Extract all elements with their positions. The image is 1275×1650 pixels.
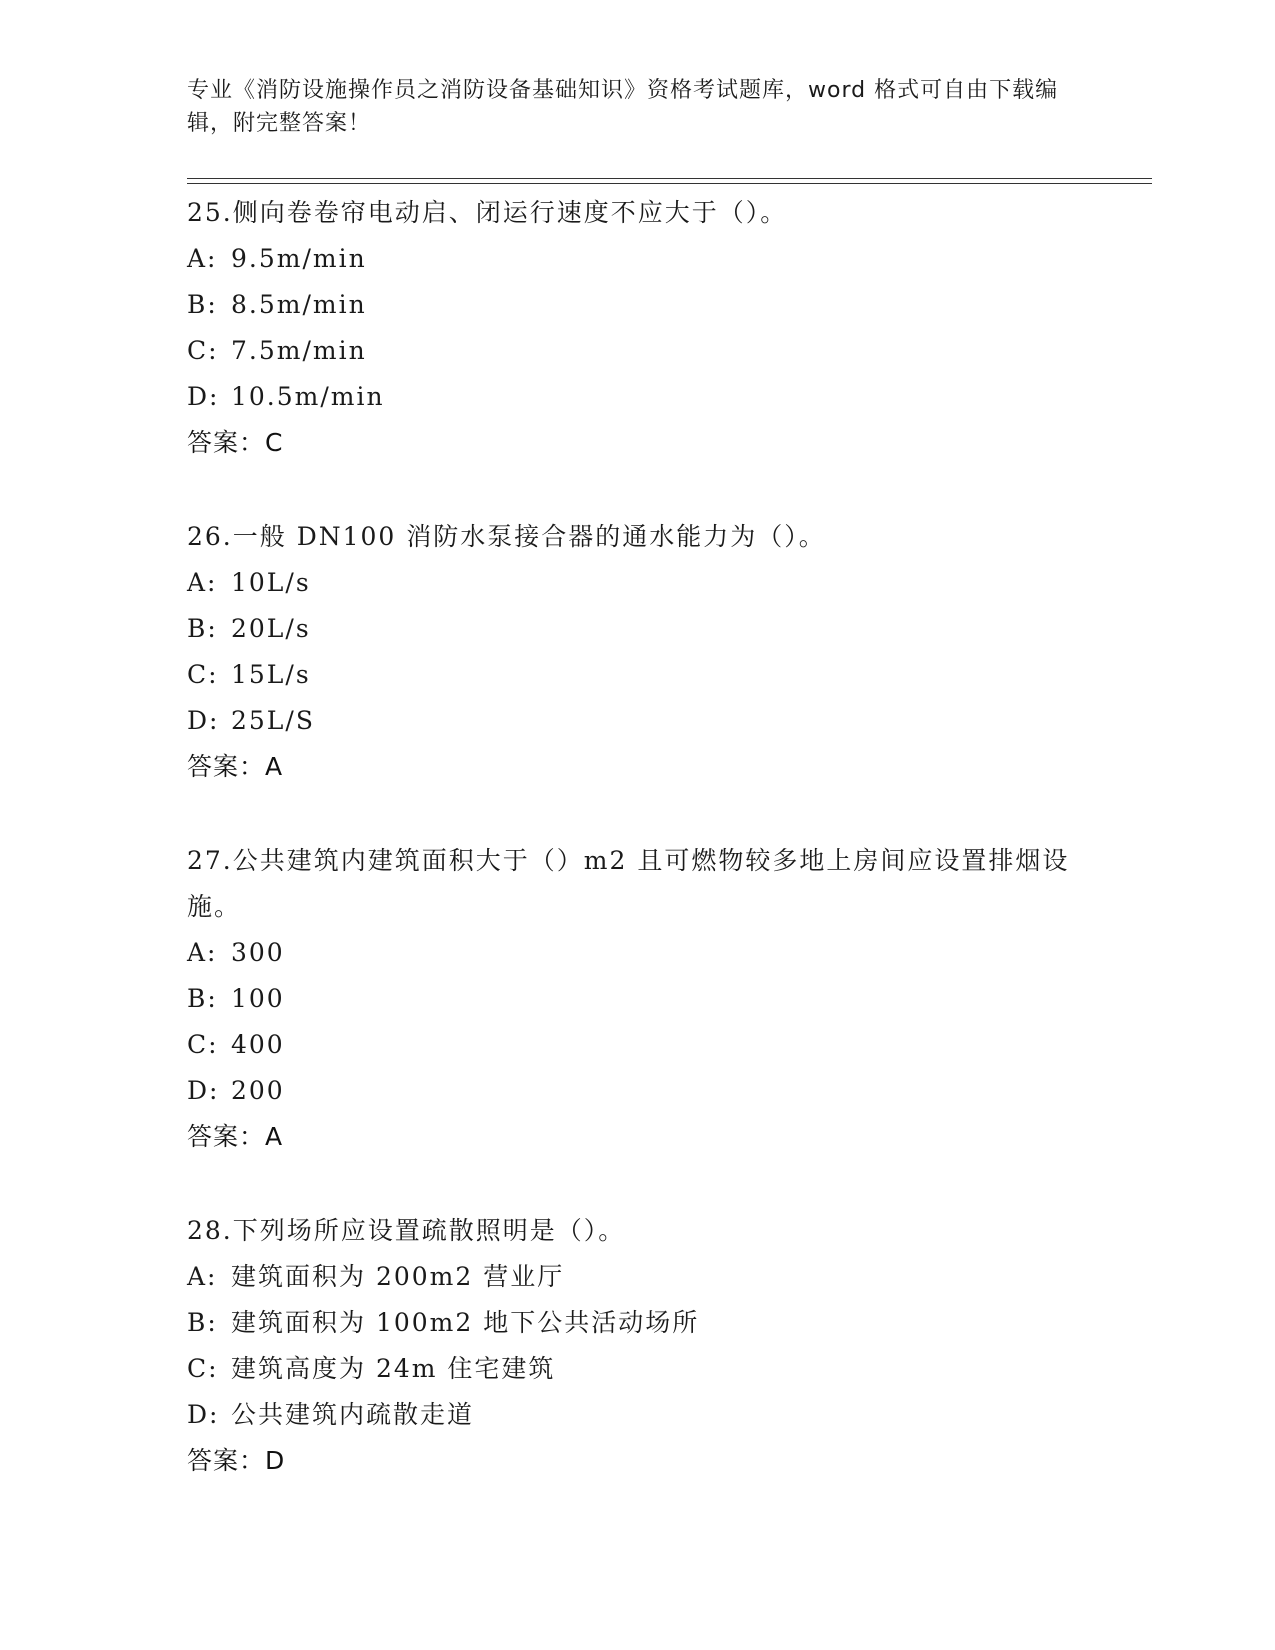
option-letter: C: xyxy=(187,1354,219,1383)
option-text: 15L/s xyxy=(231,660,311,689)
option-text: 8.5m/min xyxy=(231,290,367,319)
option-letter: B: xyxy=(187,984,218,1013)
option-d xyxy=(187,1392,1087,1438)
option-b xyxy=(187,1300,1087,1346)
option-letter: B: xyxy=(187,290,218,319)
option-text: 7.5m/min xyxy=(231,336,367,365)
question-item xyxy=(187,190,1087,466)
option-text: 10.5m/min xyxy=(231,382,385,411)
option-a xyxy=(187,930,1087,976)
option-d xyxy=(187,1068,1087,1114)
question-item xyxy=(187,1208,1087,1484)
option-letter: D: xyxy=(187,1400,220,1429)
option-letter: A: xyxy=(187,244,218,273)
option-text: 建筑面积为 100m2 地下公共活动场所 xyxy=(231,1308,700,1337)
option-letter: B: xyxy=(187,614,218,643)
question-list xyxy=(187,190,1087,1532)
option-text: 400 xyxy=(231,1030,285,1059)
header-divider-bottom xyxy=(187,183,1152,184)
option-letter: D: xyxy=(187,1076,220,1105)
option-text: 公共建筑内疏散走道 xyxy=(231,1400,475,1429)
question-stem: 28.下列场所应设置疏散照明是（）。 xyxy=(187,1216,626,1245)
option-c xyxy=(187,1022,1087,1068)
option-letter: D: xyxy=(187,706,220,735)
answer-line: 答案：C xyxy=(187,428,284,457)
option-letter: A: xyxy=(187,568,218,597)
option-a xyxy=(187,560,1087,606)
option-d xyxy=(187,374,1087,420)
option-c xyxy=(187,652,1087,698)
option-text: 建筑面积为 200m2 营业厅 xyxy=(231,1262,565,1291)
option-letter: D: xyxy=(187,382,220,411)
option-letter: A: xyxy=(187,1262,218,1291)
option-letter: A: xyxy=(187,938,218,967)
option-c xyxy=(187,328,1087,374)
option-text: 300 xyxy=(231,938,285,967)
option-b xyxy=(187,282,1087,328)
option-c xyxy=(187,1346,1087,1392)
option-letter: C: xyxy=(187,660,219,689)
header-divider-top xyxy=(187,178,1152,179)
option-letter: C: xyxy=(187,1030,219,1059)
question-stem: 26.一般 DN100 消防水泵接合器的通水能力为（）。 xyxy=(187,522,826,551)
question-item xyxy=(187,838,1087,1160)
document-header: 专业《消防设施操作员之消防设备基础知识》资格考试题库，word 格式可自由下载编辑，附完整答案！ xyxy=(187,78,1059,136)
option-text: 建筑高度为 24m 住宅建筑 xyxy=(231,1354,556,1383)
option-b xyxy=(187,606,1087,652)
answer-line: 答案：D xyxy=(187,1446,286,1475)
option-b xyxy=(187,976,1087,1022)
answer-line: 答案：A xyxy=(187,1122,284,1151)
option-a xyxy=(187,1254,1087,1300)
option-text: 20L/s xyxy=(231,614,311,643)
option-text: 25L/S xyxy=(231,706,315,735)
option-text: 100 xyxy=(231,984,285,1013)
answer-line: 答案：A xyxy=(187,752,284,781)
option-text: 200 xyxy=(231,1076,285,1105)
option-d xyxy=(187,698,1087,744)
option-a xyxy=(187,236,1087,282)
question-stem: 27.公共建筑内建筑面积大于（）m2 且可燃物较多地上房间应设置排烟设施。 xyxy=(187,846,1070,921)
option-text: 10L/s xyxy=(231,568,311,597)
option-letter: B: xyxy=(187,1308,218,1337)
option-text: 9.5m/min xyxy=(231,244,367,273)
question-item xyxy=(187,514,1087,790)
option-letter: C: xyxy=(187,336,219,365)
question-stem: 25.侧向卷卷帘电动启、闭运行速度不应大于（）。 xyxy=(187,198,788,227)
